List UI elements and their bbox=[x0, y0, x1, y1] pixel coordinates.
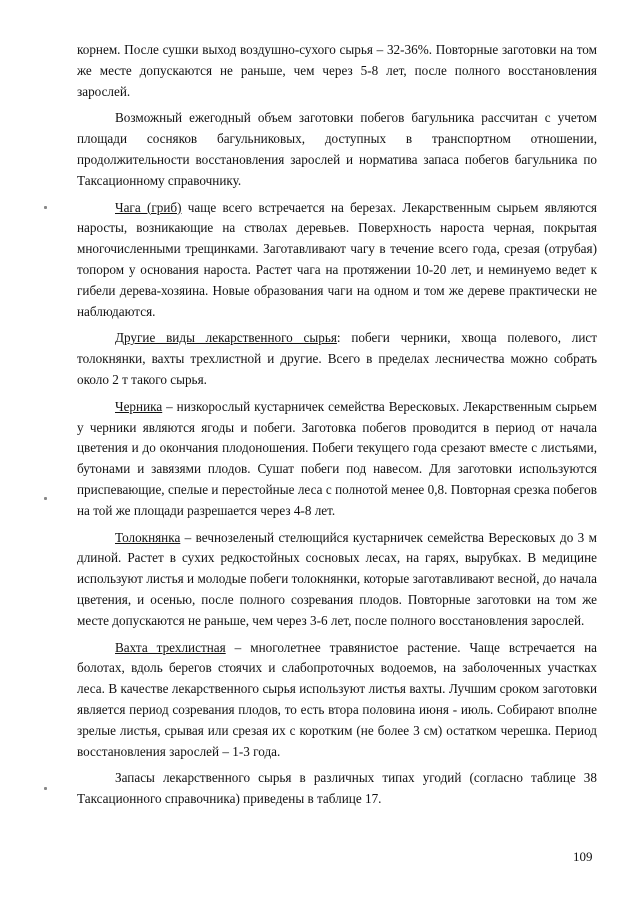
scan-speck bbox=[44, 206, 47, 209]
term-bogbean: Вахта трехлистная bbox=[115, 639, 226, 655]
paragraph-bilberry: Черника – низкорослый кустарничек семейства Вересковых. Лекарственным сырьем у черники являются ягоды и побеги. Заготовка побегов проводится в период от начала цветения и до окончания плодоношения. Побеги текущего года срезают вместе с листьями, бутонами и завязями плодов. Сушат побеги под навесом. Для заготовки используются приспевающие, спелые и перестойные леса с полнотой менее 0,8. Повторная срезка побегов на той же площади разрешается через 4-8 лет. bbox=[77, 398, 597, 518]
paragraph-bearberry: Толокнянка – вечнозеленый стелющийся кустарничек семейства Вересковых до 3 м длиной. Растет в сухих редкостойных сосновых лесах, на гарях, вырубках. В медицине используют листья и молодые побеги толокнянки, которые заготавливают весной, до начала цветения, и осенью, после полного созревания плодов. Повторные заготовки на том же месте допускаются не раньше, чем через 3-6 лет, после полного восстановления зарослей. bbox=[77, 529, 597, 628]
paragraph-1: корнем. После сушки выход воздушно-сухого сырья – 32-36%. Повторные заготовки на том же месте допускаются не раньше, чем через 5-8 лет, после полного восстановления зарослей. bbox=[77, 42, 597, 99]
paragraph-bogbean: Вахта трехлистная – многолетнее травянистое растение. Чаще встречается на болотах, вдоль берегов стоячих и слабопроточных водоемов, на заболоченных участках леса. В качестве лекарственного сырья используют листья вахты. Лучшим сроком заготовки является период созревания плодов, то есть втора половина июня - июль. Собирают вполне зрелые листья, срывая или срезая их с коротким (не более 3 см) остатком черешка. Период восстановления зарослей – 1-3 года. bbox=[77, 639, 597, 759]
paragraph-chaga: Чага (гриб) чаще всего встречается на березах. Лекарственным сырьем являются наросты, возникающие на стволах деревьев. Поверхность нароста черная, покрытая многочисленными трещинками. Заготавливают чагу в течение всего года, срезая (отрубая) топором у основания нароста. Растет чага на протяжении 10-20 лет, и неминуемо ведет к гибели дерева-хозяина. Новые образования чаги на одном и том же дереве практически не наблюдаются. bbox=[77, 199, 597, 319]
scan-speck bbox=[44, 787, 47, 790]
page-number: 109 bbox=[573, 849, 593, 864]
paragraph-other-raw: Другие виды лекарственного сырья: побеги черники, хвоща полевого, лист толокнянки, вахты трехлистной и другие. Всего в пределах лесничества можно собрать около 2 т такого сырья. bbox=[77, 330, 597, 387]
term-chaga: Чага (гриб) bbox=[115, 199, 182, 215]
paragraph-2: Возможный ежегодный объем заготовки побегов багульника рассчитан с учетом площади сосняков багульниковых, доступных в транспортном отношении, продолжительности восстановления зарослей и норматива запаса побегов багульника по Таксационному справочнику. bbox=[77, 110, 597, 188]
scan-speck bbox=[44, 497, 47, 500]
document-body bbox=[77, 40, 597, 816]
paragraph-reserves: Запасы лекарственного сырья в различных типах угодий (согласно таблице 38 Таксационного справочника) приведены в таблице 17. bbox=[77, 770, 597, 807]
term-bearberry: Толокнянка bbox=[115, 529, 181, 545]
term-bilberry: Черника bbox=[115, 398, 163, 414]
term-other-raw: Другие виды лекарственного сырья bbox=[115, 330, 337, 346]
